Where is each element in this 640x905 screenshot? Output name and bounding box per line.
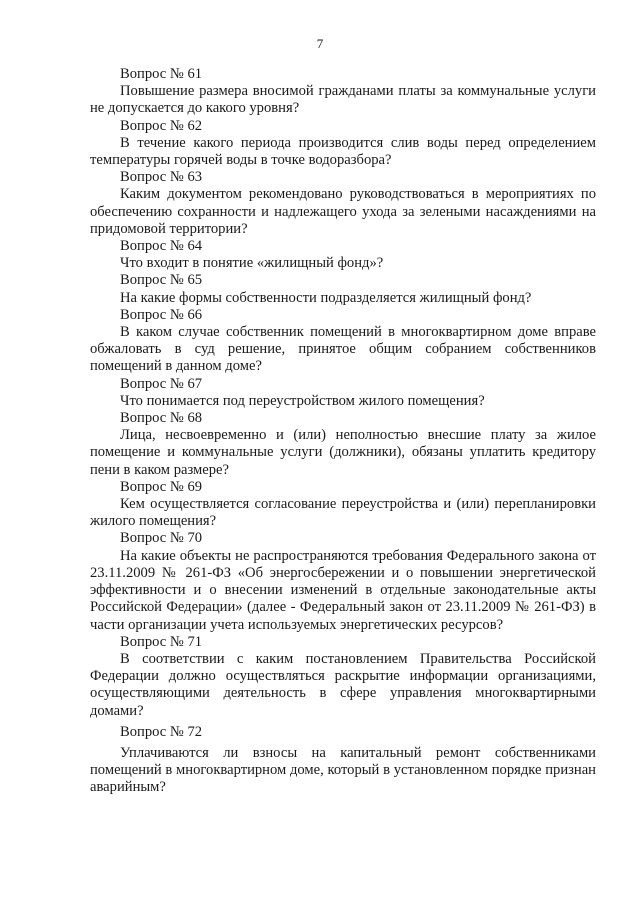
question-text: На какие объекты не распространяются требования Федерального закона от 23.11.2009 № 261-ФЗ «Об энергосбережении и о повышении энергетической эффективности и о внесении изменений в отдельные законодательные акты Российской Федерации» (далее - Федеральный закон от 23.11.2009 № 261-ФЗ) в части организации учета используемых энергетических ресурсов? [90,547,596,633]
question-text: В течение какого периода производится слив воды перед определением температуры горячей воды в точке водоразбора? [90,134,596,169]
question-text: Уплачиваются ли взносы на капитальный ремонт собственниками помещений в многоквартирном доме, который в установленном порядке признан аварийным? [90,744,596,796]
question-64 [90,238,596,272]
question-61 [90,66,596,118]
question-text: В соответствии с каким постановлением Правительства Российской Федерации должно осуществляться раскрытие информации организациями, осуществляющими деятельность в сфере управления многоквартирными домами? [90,650,596,719]
question-text: В каком случае собственник помещений в многоквартирном доме вправе обжаловать в суд решение, принятое общим собранием собственников помещений в данном доме? [90,324,596,375]
question-heading: Вопрос № 70 [120,530,203,547]
question-text: На какие формы собственности подразделяется жилищный фонд? [120,289,532,306]
question-67 [90,376,596,410]
question-heading: Вопрос № 67 [120,375,203,392]
question-text: Повышение размера вносимой гражданами платы за коммунальные услуги не допускается до какого уровня? [90,83,596,117]
question-69 [90,479,596,531]
question-heading: Вопрос № 61 [120,66,203,82]
question-heading: Вопрос № 72 [120,723,203,740]
question-text: Лица, несвоевременно и (или) неполностью внесшие плату за жилое помещение и коммунальные услуги (должники), обязаны уплатить кредитору пени в каком размере? [90,427,596,478]
question-62 [90,118,596,170]
question-heading: Вопрос № 71 [120,633,203,650]
question-text: Кем осуществляется согласование переустройства и (или) перепланировки жилого помещения? [90,496,596,530]
question-71 [90,634,596,720]
question-heading: Вопрос № 63 [120,169,203,186]
question-text: Что понимается под переустройством жилого помещения? [120,392,485,409]
page-number: 7 [316,36,324,51]
question-heading: Вопрос № 62 [120,117,203,134]
question-heading: Вопрос № 64 [120,238,203,255]
questions-list [90,66,596,797]
question-66 [90,307,596,376]
question-heading: Вопрос № 65 [120,272,203,289]
question-text: Каким документом рекомендовано руководствоваться в мероприятиях по обеспечению сохранности и надлежащего ухода за зелеными насаждениями на придомовой территории? [90,186,596,237]
question-65 [90,272,596,306]
question-63 [90,169,596,238]
question-heading: Вопрос № 66 [120,306,203,323]
question-72 [90,724,596,797]
question-heading: Вопрос № 69 [120,478,203,495]
question-heading: Вопрос № 68 [120,410,203,427]
question-68 [90,410,596,479]
question-text: Что входит в понятие «жилищный фонд»? [120,255,384,272]
question-70 [90,530,596,633]
